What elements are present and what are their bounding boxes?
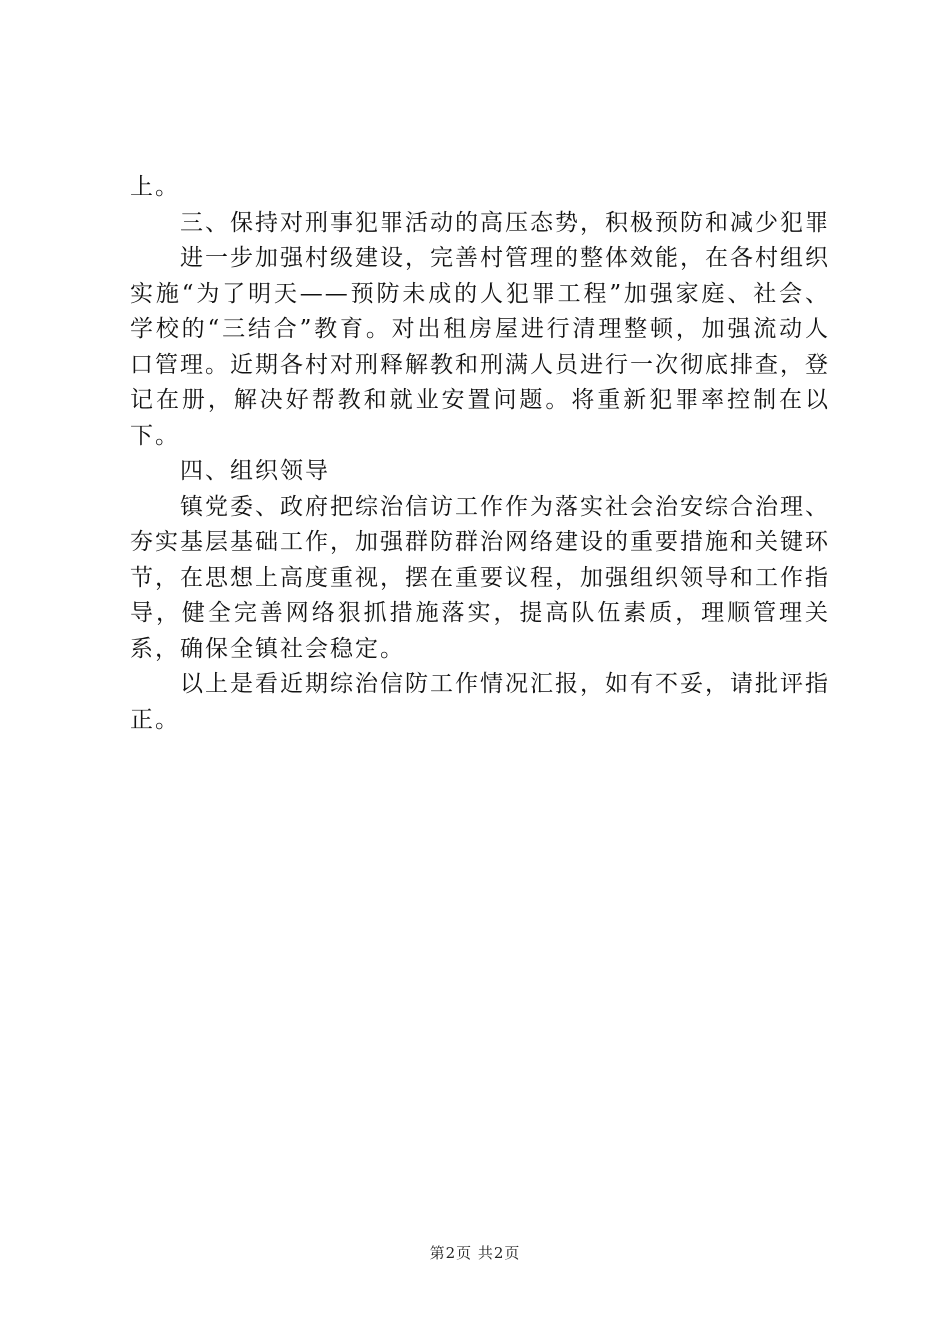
document-body [130,170,830,738]
paragraph-village-construction: 进一步加强村级建设，完善村管理的整体效能，在各村组织实施“为了明天——预防未成的人犯罪工程”加强家庭、社会、学校的“三结合”教育。对出租房屋进行清理整顿，加强流动人口管理。近期各村对刑释解教和刑满人员进行一次彻底排查，登记在册，解决好帮教和就业安置问题。将重新犯罪率控制在以下。 [130,245,830,449]
section-heading-3: 三、保持对刑事犯罪活动的高压态势，积极预防和减少犯罪 [180,209,830,236]
page-number-footer: 第2页 共2页 [429,1244,521,1262]
paragraph-continuation: 上。 [130,174,180,200]
paragraph-organization-leadership: 镇党委、政府把综治信访工作作为落实社会治安综合治理、夯实基层基础工作，加强群防群治网络建设的重要措施和关键环节，在思想上高度重视，摆在重要议程，加强组织领导和工作指导，健全完善网络狠抓措施落实，提高队伍素质，理顺管理关系，确保全镇社会稳定。 [130,493,830,662]
paragraph-closing: 以上是看近期综治信防工作情况汇报，如有不妥，请批评指正。 [130,671,830,733]
section-heading-4: 四、组织领导 [180,458,330,484]
